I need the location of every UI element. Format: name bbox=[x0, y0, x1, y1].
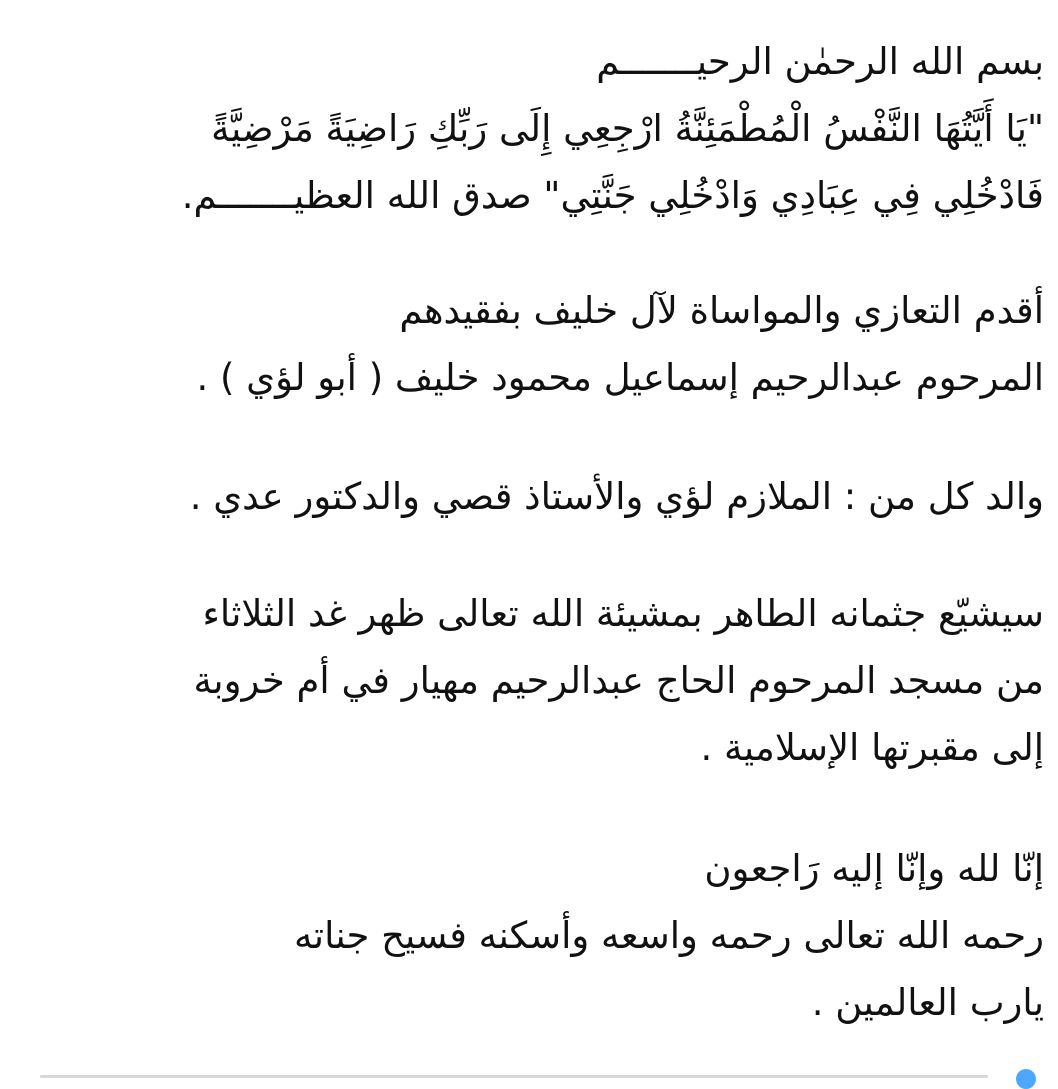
funeral-time-line: سيشيّع جثمانه الطاهر بمشيئة الله تعالى ظهر غد الثلاثاء bbox=[202, 592, 1044, 635]
funeral-info-block bbox=[14, 580, 1044, 781]
deceased-name-line: المرحوم عبدالرحيم إسماعيل محمود خليف ( أبو لؤي ) . bbox=[196, 356, 1044, 399]
verse-line-1: "يَا أَيَّتُهَا النَّفْسُ الْمُطْمَئِنَّةُ ارْجِعِي إِلَى رَبِّكِ رَاضِيَةً مَرْضِيَّةً bbox=[211, 107, 1044, 150]
verse-line-2: فَادْخُلِي فِي عِبَادِي وَادْخُلِي جَنَّتِي" صدق الله العظيـــــــم. bbox=[181, 174, 1044, 217]
quran-verse-block bbox=[14, 28, 1044, 229]
family-block bbox=[14, 463, 1044, 530]
burial-line: إلى مقبرتها الإسلامية . bbox=[700, 726, 1044, 769]
condolence-line-1: أقدم التعازي والمواساة لآل خليف بفقيدهم bbox=[399, 289, 1044, 332]
prayer-block bbox=[14, 835, 1044, 1036]
sons-line: والد كل من : الملازم لؤي والأستاذ قصي والدكتور عدي . bbox=[189, 475, 1044, 518]
prayer-line-1: إنّا لله وإنّا إليه رَاجعون bbox=[704, 847, 1044, 890]
basmala-line: بسم الله الرحمٰن الرحيـــــــم bbox=[596, 40, 1044, 83]
footer-divider bbox=[40, 1075, 988, 1078]
prayer-line-3: يارب العالمين . bbox=[811, 981, 1044, 1024]
condolence-block bbox=[14, 277, 1044, 411]
reaction-icon[interactable] bbox=[1016, 1069, 1036, 1089]
prayer-line-2: رحمه الله تعالى رحمه واسعه وأسكنه فسيح جناته bbox=[293, 914, 1044, 957]
reactions-bar bbox=[0, 1069, 1058, 1089]
funeral-place-line: من مسجد المرحوم الحاج عبدالرحيم مهيار في أم خروبة bbox=[193, 659, 1044, 702]
condolence-post bbox=[14, 28, 1044, 1036]
